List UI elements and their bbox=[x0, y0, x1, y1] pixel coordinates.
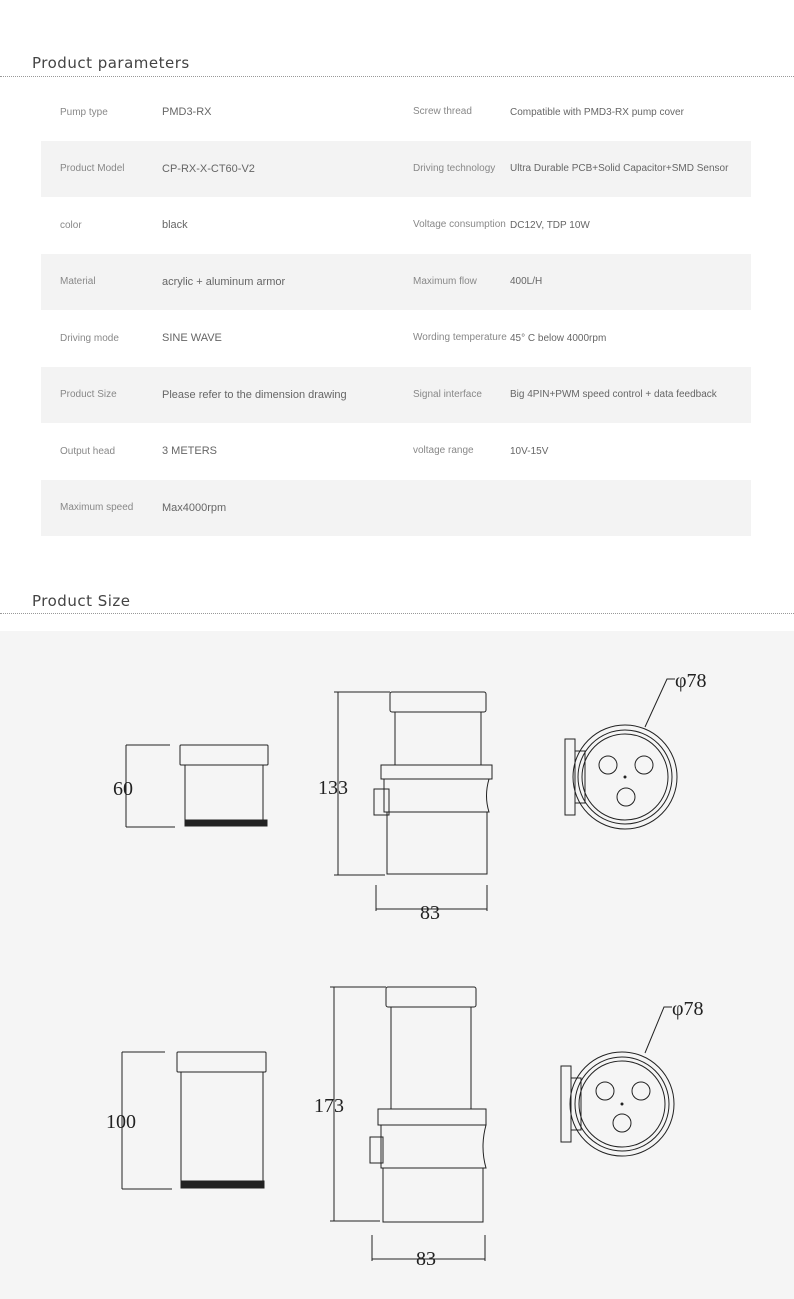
param-value: CP-RX-X-CT60-V2 bbox=[162, 162, 255, 175]
dimension-drawing-panel bbox=[0, 631, 794, 1299]
param-label: Driving technology bbox=[413, 162, 496, 174]
param-label: Maximum speed bbox=[60, 502, 134, 514]
dimension-label: 83 bbox=[416, 1248, 436, 1270]
param-value: Compatible with PMD3-RX pump cover bbox=[510, 106, 684, 118]
param-label: Product Model bbox=[60, 163, 125, 175]
param-value: Please refer to the dimension drawing bbox=[162, 388, 347, 401]
param-label: Driving mode bbox=[60, 332, 119, 344]
param-label: voltage range bbox=[413, 445, 474, 457]
table-row bbox=[41, 310, 751, 367]
param-label: color bbox=[60, 219, 82, 231]
param-value: 10V-15V bbox=[510, 445, 549, 457]
param-label: Product Size bbox=[60, 389, 117, 401]
dimension-label: 100 bbox=[106, 1111, 136, 1133]
table-row bbox=[41, 423, 751, 480]
section-divider bbox=[0, 76, 794, 77]
cap-side-view-top bbox=[113, 745, 268, 827]
pump-top-view-bottom bbox=[561, 998, 704, 1156]
pump-side-view-top bbox=[318, 692, 492, 924]
diameter-label: φ78 bbox=[672, 998, 704, 1020]
dimension-label: 133 bbox=[318, 777, 348, 799]
parameters-table bbox=[41, 84, 751, 536]
param-value: 400L/H bbox=[510, 276, 543, 288]
param-value: Ultra Durable PCB+Solid Capacitor+SMD Sensor bbox=[510, 163, 729, 175]
param-value: 45° C below 4000rpm bbox=[510, 332, 607, 344]
param-value: 3 METERS bbox=[162, 445, 218, 458]
table-row bbox=[41, 84, 751, 141]
param-value: acrylic + aluminum armor bbox=[162, 275, 286, 288]
dimension-drawing bbox=[0, 631, 794, 1299]
table-row bbox=[41, 367, 751, 424]
param-value: PMD3-RX bbox=[162, 106, 212, 119]
section-title-parameters: Product parameters bbox=[32, 54, 190, 72]
param-value bbox=[510, 480, 750, 537]
param-value: DC12V, TDP 10W bbox=[510, 219, 590, 231]
param-label: Signal interface bbox=[413, 388, 482, 400]
dimension-label: 60 bbox=[113, 778, 133, 800]
param-label: Screw thread bbox=[413, 106, 472, 118]
cap-side-view-bottom bbox=[106, 1052, 266, 1189]
dimension-label: 173 bbox=[314, 1095, 344, 1117]
pump-side-view-bottom bbox=[314, 987, 486, 1270]
param-label: Pump type bbox=[60, 106, 108, 118]
table-row bbox=[41, 141, 751, 198]
diameter-label: φ78 bbox=[675, 670, 707, 692]
param-label: Wording temperature bbox=[413, 332, 507, 344]
section-divider bbox=[0, 613, 794, 614]
pump-top-view-top bbox=[565, 670, 707, 829]
param-label: Output head bbox=[60, 445, 116, 457]
param-value: black bbox=[162, 219, 188, 232]
param-label bbox=[413, 480, 507, 537]
param-label: Material bbox=[60, 276, 96, 288]
param-value: SINE WAVE bbox=[162, 332, 222, 345]
param-label: Maximum flow bbox=[413, 275, 477, 287]
table-row bbox=[41, 197, 751, 254]
param-value: Big 4PIN+PWM speed control + data feedback bbox=[510, 389, 717, 401]
dimension-label: 83 bbox=[420, 902, 440, 924]
param-label: Voltage consumption bbox=[413, 219, 506, 231]
table-row bbox=[41, 480, 751, 537]
param-value: Max4000rpm bbox=[162, 501, 227, 514]
table-row bbox=[41, 254, 751, 311]
section-title-size: Product Size bbox=[32, 592, 131, 610]
